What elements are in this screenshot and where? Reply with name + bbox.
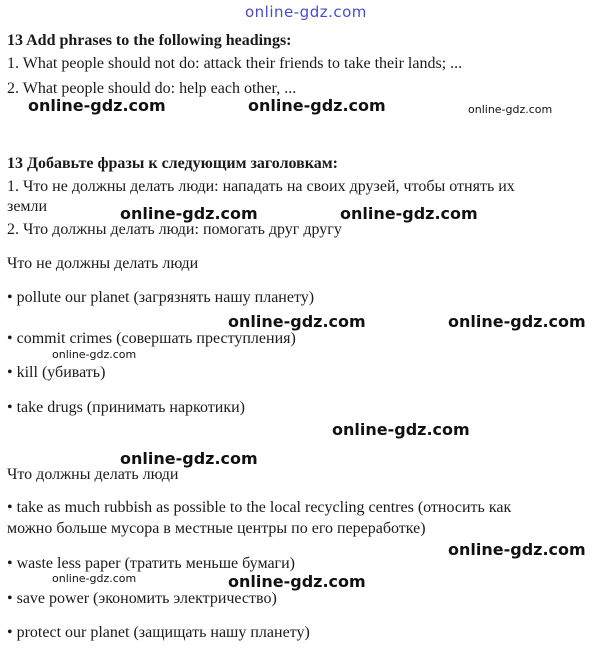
russian-heading: 13 Добавьте фразы к следующим заголовкам: bbox=[7, 155, 338, 172]
watermark: online-gdz.com bbox=[448, 540, 586, 559]
watermark: online-gdz.com bbox=[340, 204, 478, 223]
english-heading: 13 Add phrases to the following headings: bbox=[7, 32, 292, 49]
list-item: • waste less paper (тратить меньше бумаги) bbox=[7, 555, 296, 572]
list-item: • pollute our planet (загрязнять нашу планету) bbox=[7, 289, 315, 306]
should-title: Что должны делать люди bbox=[7, 466, 179, 483]
should-not-title: Что не должны делать люди bbox=[7, 255, 199, 272]
russian-item-1-line-2: земли bbox=[7, 198, 48, 215]
watermark: online-gdz.com bbox=[52, 348, 137, 361]
english-item-2: 2. What people should do: help each other, ... bbox=[7, 80, 297, 97]
watermark: online-gdz.com bbox=[228, 312, 366, 331]
watermark: online-gdz.com bbox=[120, 449, 258, 468]
russian-item-1-line-1: 1. Что не должны делать люди: нападать на своих друзей, чтобы отнять их bbox=[7, 178, 515, 195]
english-item-1: 1. What people should not do: attack their friends to take their lands; ... bbox=[7, 55, 463, 72]
watermark: online-gdz.com bbox=[228, 572, 366, 591]
watermark: online-gdz.com bbox=[468, 103, 553, 116]
list-item: • save power (экономить электричество) bbox=[7, 590, 277, 607]
list-item: • kill (убивать) bbox=[7, 364, 106, 381]
list-item: • take drugs (принимать наркотики) bbox=[7, 399, 246, 416]
site-watermark-top: online-gdz.com bbox=[245, 3, 367, 21]
watermark: online-gdz.com bbox=[248, 96, 386, 115]
watermark: online-gdz.com bbox=[448, 312, 586, 331]
watermark: online-gdz.com bbox=[52, 572, 137, 585]
watermark: online-gdz.com bbox=[120, 204, 258, 223]
watermark: online-gdz.com bbox=[28, 96, 166, 115]
list-item: • commit crimes (совершать преступления) bbox=[7, 330, 296, 347]
should-item-1-line-2: можно больше мусора в местные центры по его переработке) bbox=[7, 520, 426, 537]
list-item: • protect our planet (защищать нашу планету) bbox=[7, 624, 310, 641]
russian-item-2: 2. Что должны делать люди: помогать друг другу bbox=[7, 221, 342, 238]
watermark: online-gdz.com bbox=[332, 420, 470, 439]
should-item-1-line-1: • take as much rubbish as possible to the local recycling centres (относить как bbox=[7, 499, 512, 516]
